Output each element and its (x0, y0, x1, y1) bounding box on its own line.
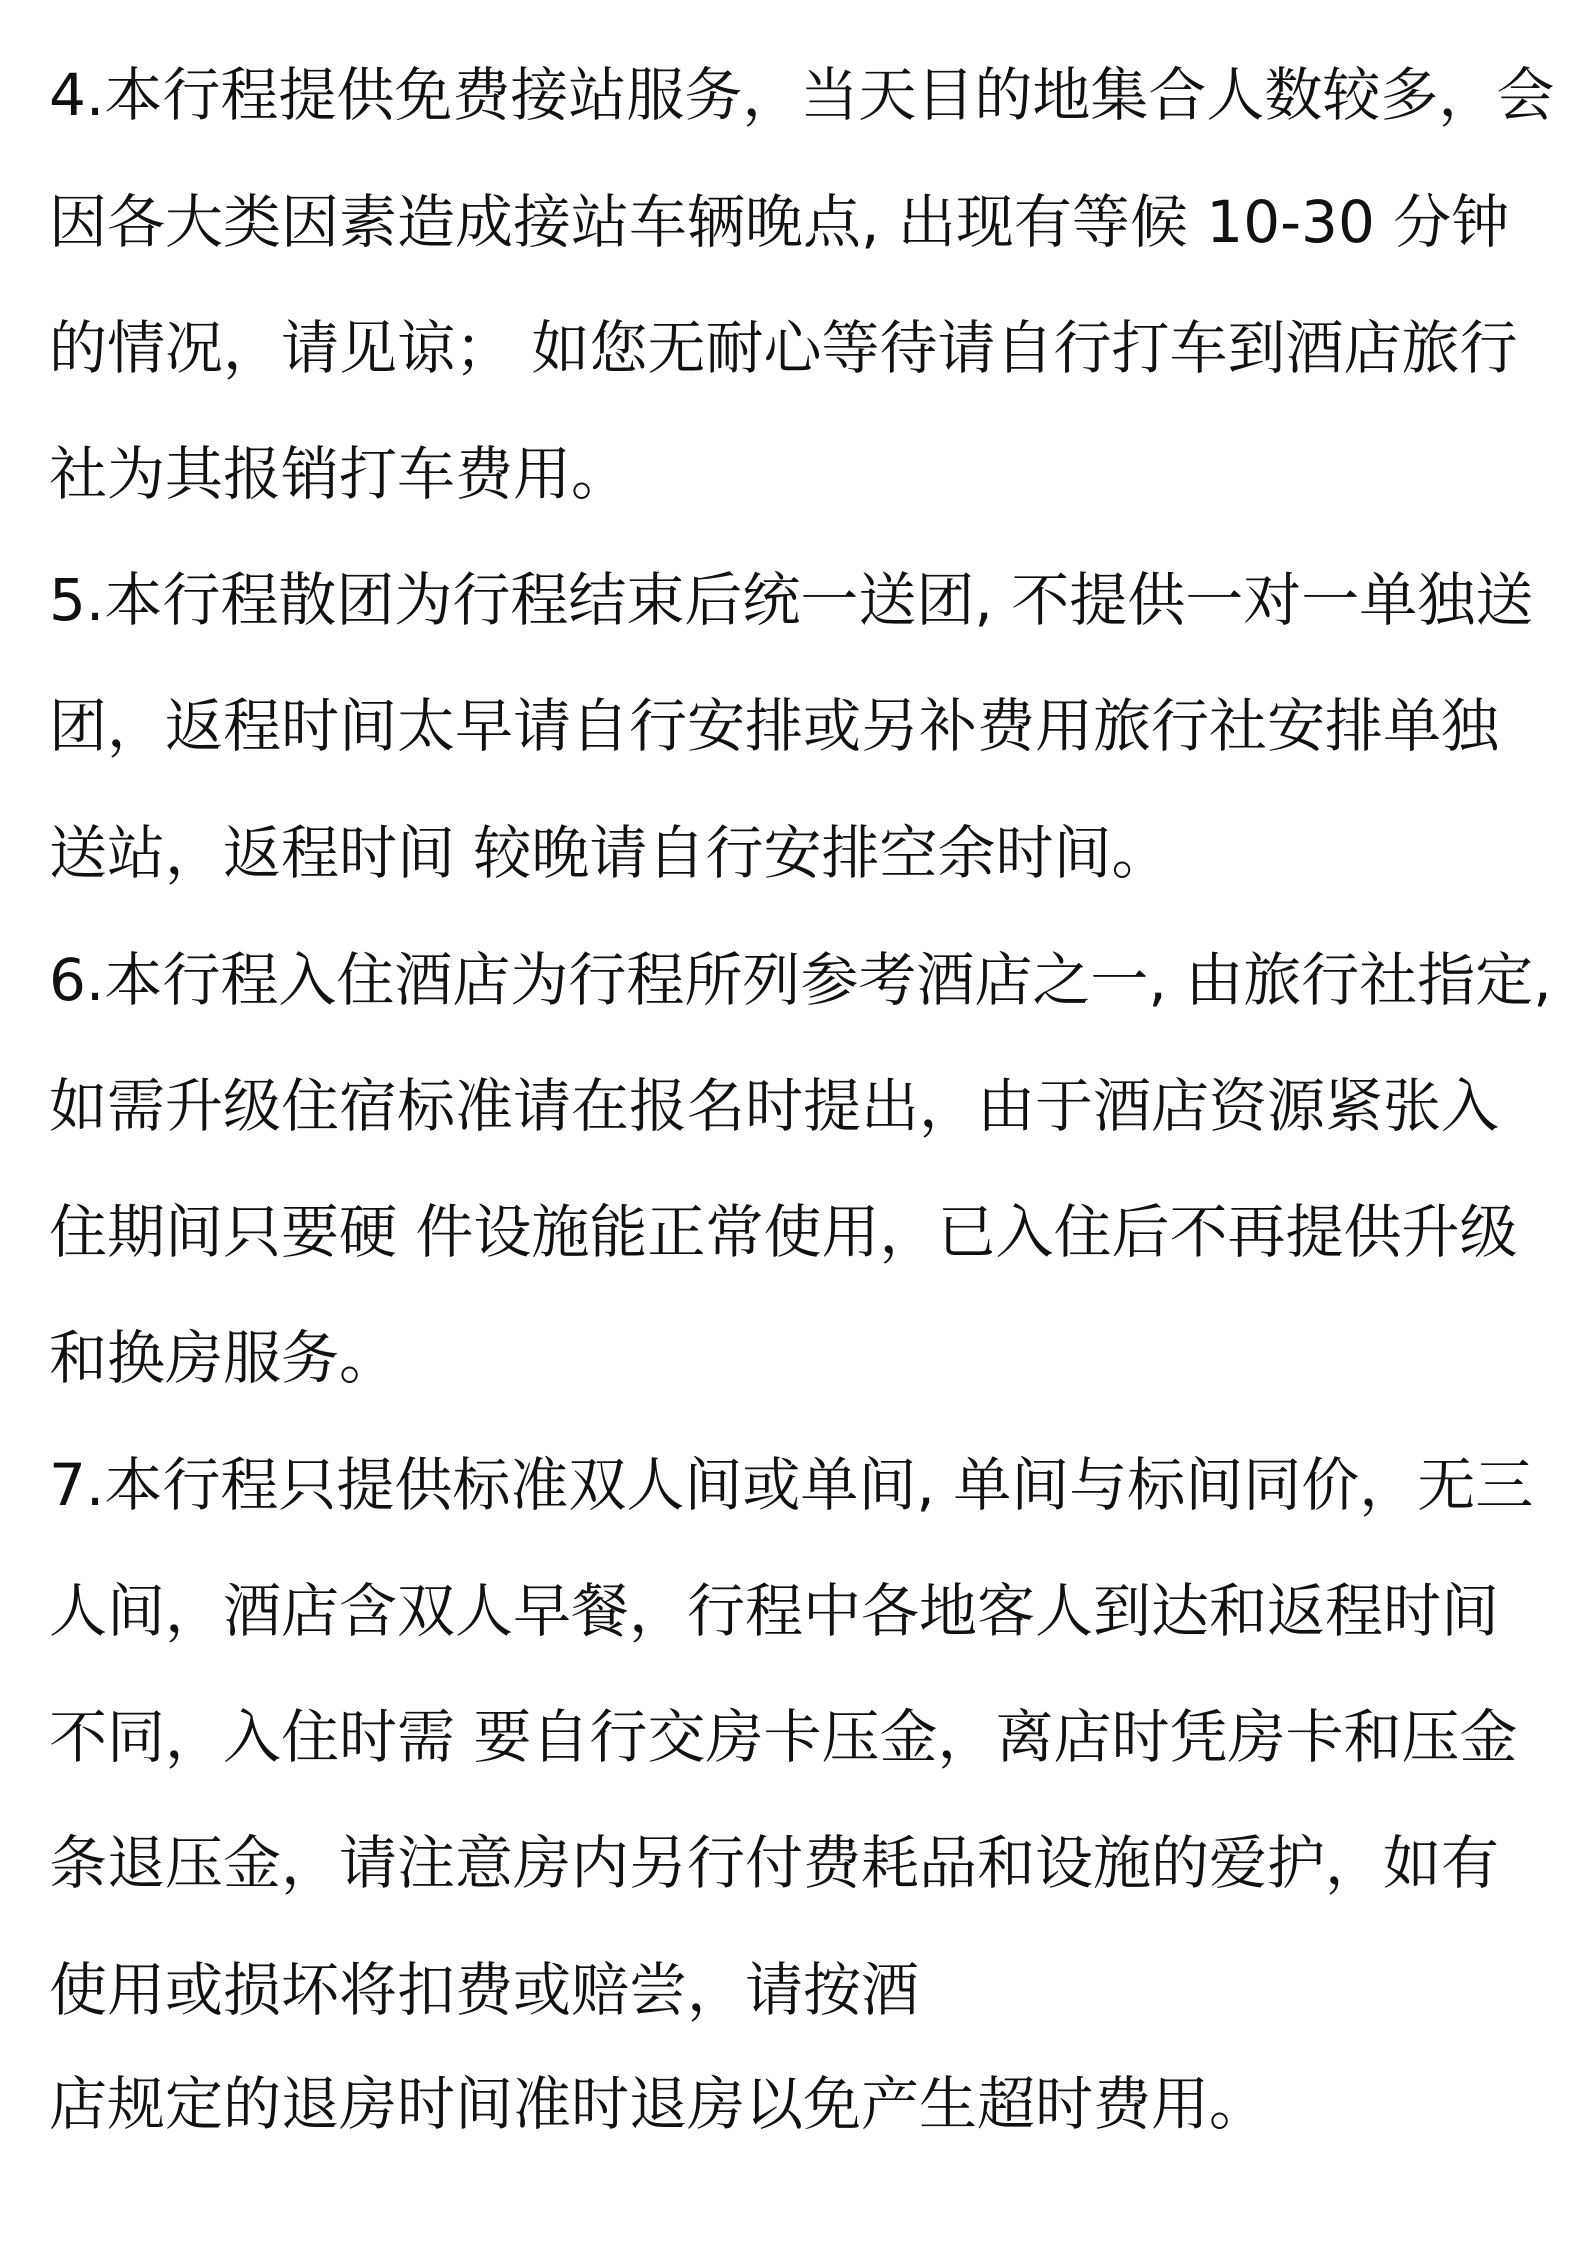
text-line-6: 团，返程时间太早请自行安排或另补费用旅行社安排单独 (49, 692, 1500, 760)
text-line-15: 条退压金，请注意房内另行付费耗品和设施的爱护，如有 (49, 1829, 1500, 1897)
text-line-1: 4.本行程提供免费接站服务，当天目的地集合人数较多，会 (49, 61, 1555, 129)
text-line-16: 使用或损坏将扣费或赔尝，请按酒 (49, 1956, 920, 2024)
text-line-5: 5.本行程散团为行程结束后统一送团, 不提供一对一单独送 (49, 566, 1534, 634)
text-line-7: 送站，返程时间 较晚请自行安排空余时间。 (49, 819, 1170, 887)
text-line-12: 7.本行程只提供标准双人间或单间, 单间与标间同价，无三 (49, 1451, 1534, 1519)
text-line-13: 人间，酒店含双人早餐，行程中各地客人到达和返程时间 (49, 1577, 1500, 1645)
text-line-8: 6.本行程入住酒店为行程所列参考酒店之一, 由旅行社指定, (49, 946, 1552, 1014)
text-line-3: 的情况，请见谅； 如您无耐心等待请自行打车到酒店旅行 (49, 314, 1518, 382)
text-line-4: 社为其报销打车费用。 (49, 440, 630, 508)
text-line-9: 如需升级住宿标准请在报名时提出，由于酒店资源紧张入 (49, 1072, 1500, 1140)
text-line-17: 店规定的退房时间准时退房以免产生超时费用。 (49, 2070, 1268, 2138)
text-line-10: 住期间只要硬 件设施能正常使用，已入住后不再提供升级 (49, 1198, 1518, 1266)
text-line-14: 不同，入住时需 要自行交房卡压金，离店时凭房卡和压金 (49, 1703, 1518, 1771)
text-line-2: 因各大类因素造成接站车辆晚点, 出现有等候 10-30 分钟 (49, 188, 1510, 256)
text-line-11: 和换房服务。 (49, 1324, 398, 1392)
